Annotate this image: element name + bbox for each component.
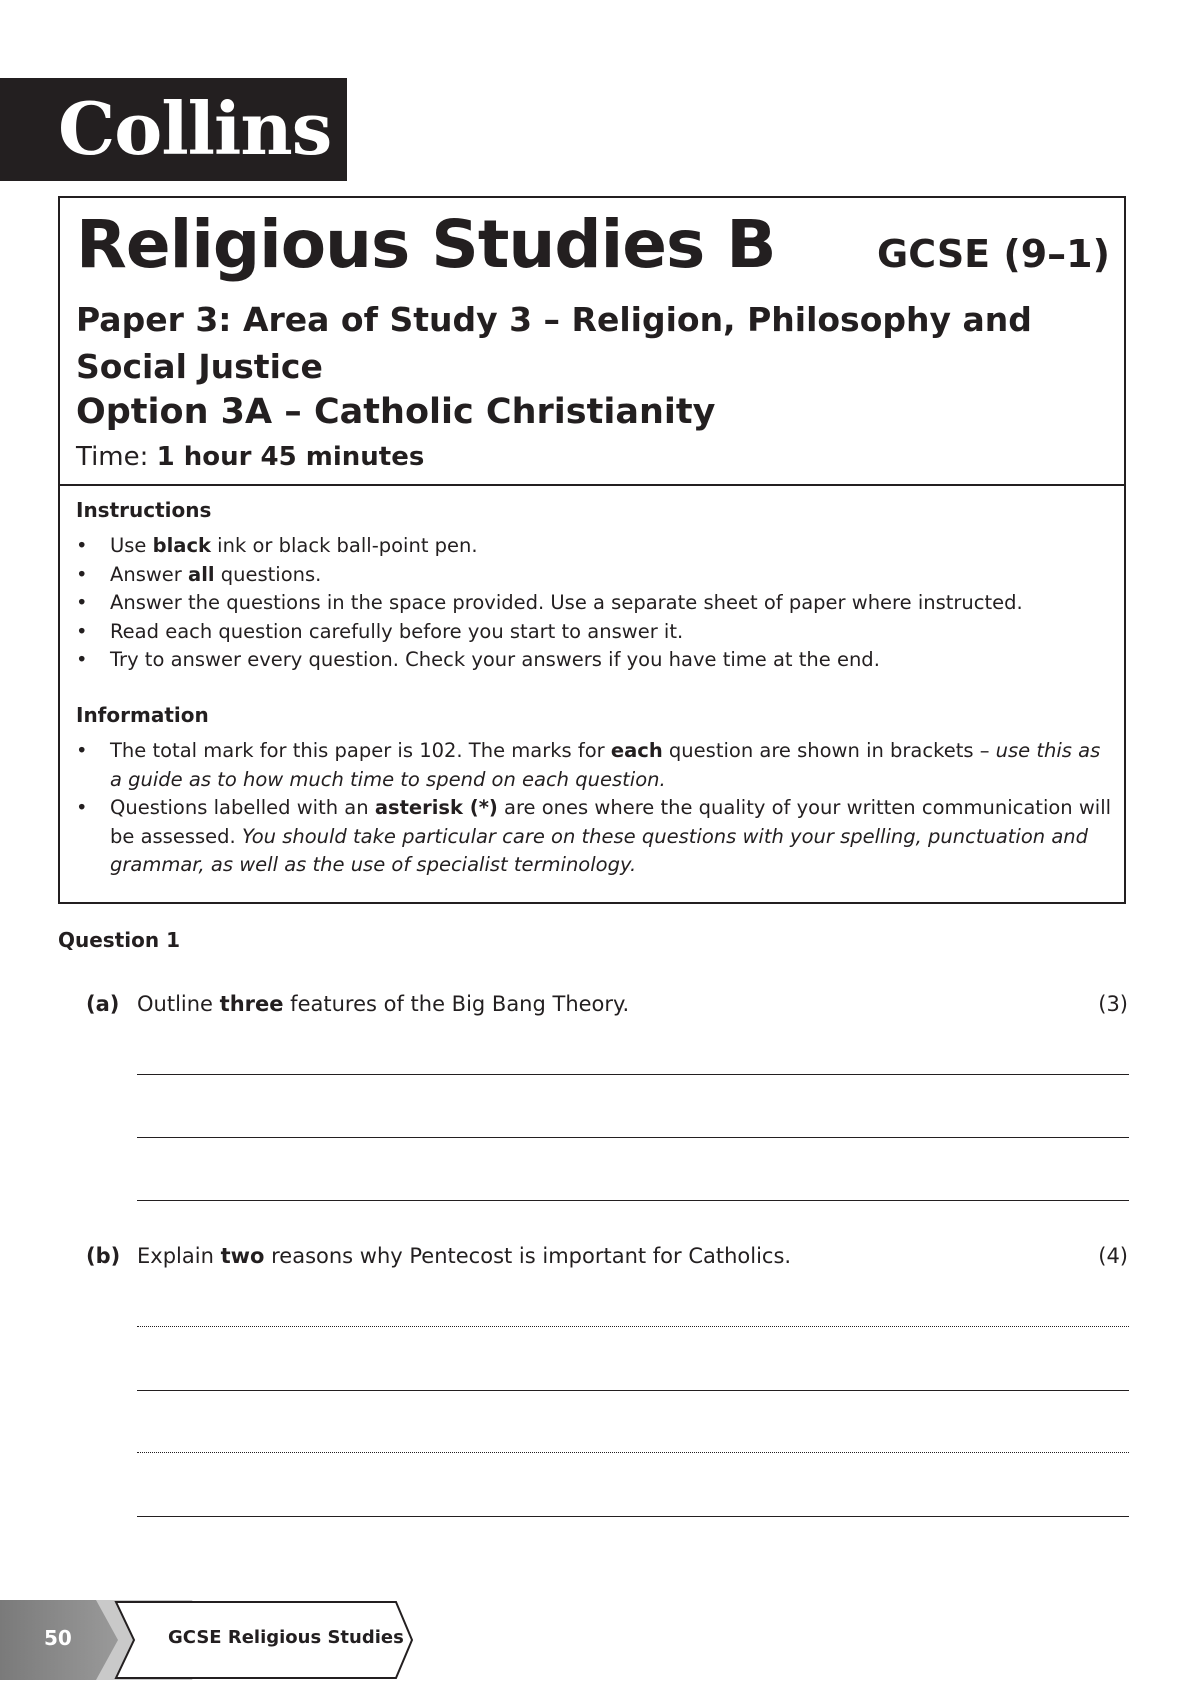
question-heading: Question 1 — [58, 928, 180, 952]
question-text: Explain — [137, 1244, 221, 1268]
list-item — [76, 794, 1112, 880]
answer-line[interactable] — [137, 1390, 1129, 1391]
marks-label: (3) — [1098, 992, 1128, 1016]
marks-label: (4) — [1098, 1244, 1128, 1268]
item-text: Questions labelled with an — [110, 796, 375, 819]
list-item — [76, 618, 1112, 647]
item-text: are ones where the quality of your written communication will be assessed. — [110, 796, 1112, 848]
question-text: Outline — [137, 992, 220, 1016]
answer-line[interactable] — [137, 1200, 1129, 1201]
question-part-text — [137, 992, 629, 1016]
item-bold: black — [152, 534, 211, 557]
item-text: Answer the questions in the space provided. Use a separate sheet of paper where instructed. — [110, 591, 1023, 614]
list-item — [76, 532, 1112, 561]
item-text: ink or black ball-point pen. — [210, 534, 478, 557]
list-item — [76, 737, 1112, 794]
time-allowed — [76, 442, 424, 472]
page-title: Religious Studies B — [76, 206, 776, 283]
item-text: Answer — [110, 562, 189, 586]
paper-line-1: Paper 3: Area of Study 3 – Religion, Philosophy and — [76, 300, 1032, 339]
item-bold: each — [610, 739, 663, 762]
item-text: question are shown in brackets – — [662, 739, 996, 762]
question-bold: three — [219, 992, 284, 1016]
item-text: Use — [110, 534, 153, 557]
paper-subtitle — [76, 296, 1116, 390]
answer-line[interactable] — [137, 1137, 1129, 1138]
item-text: questions. — [214, 562, 322, 586]
instructions-heading: Instructions — [76, 498, 212, 522]
item-text: The total mark for this paper is 102. The marks for — [110, 739, 611, 762]
item-text: Read each question carefully before you start to answer it. — [110, 619, 684, 643]
paper-line-2: Social Justice — [76, 347, 323, 386]
collins-logo: Collins — [58, 86, 332, 171]
information-list — [76, 737, 1112, 880]
time-label: Time: — [76, 442, 157, 472]
instructions-list — [76, 532, 1112, 675]
option-title: Option 3A – Catholic Christianity — [76, 392, 716, 432]
list-item — [76, 646, 1112, 675]
item-text: Try to answer every question. Check your answers if you have time at the end. — [110, 648, 880, 671]
answer-line[interactable] — [137, 1516, 1129, 1517]
answer-line[interactable] — [137, 1326, 1129, 1327]
time-value: 1 hour 45 minutes — [156, 442, 425, 472]
qualification-label: GCSE (9–1) — [877, 232, 1110, 276]
item-bold: asterisk (*) — [374, 796, 498, 819]
item-bold: all — [188, 562, 215, 586]
question-text: reasons why Pentecost is important for Catholics. — [264, 1244, 792, 1268]
item-italic: You should take particular care on these questions with your spelling, punctuation and grammar, as well as the use of specialist terminology. — [110, 824, 1089, 876]
information-heading: Information — [76, 703, 209, 727]
answer-line[interactable] — [137, 1452, 1129, 1453]
question-bold: two — [220, 1244, 265, 1268]
page-number: 50 — [44, 1626, 72, 1650]
book-title: GCSE Religious Studies — [168, 1627, 404, 1648]
list-item — [76, 589, 1112, 618]
item-italic: use this as a guide as to how much time to spend on each question. — [110, 739, 1101, 791]
question-part-label: (b) — [86, 1244, 121, 1268]
question-part-label: (a) — [86, 992, 120, 1016]
answer-line[interactable] — [137, 1074, 1129, 1075]
list-item — [76, 561, 1112, 590]
question-text: features of the Big Bang Theory. — [283, 992, 630, 1016]
question-part-text — [137, 1244, 791, 1268]
